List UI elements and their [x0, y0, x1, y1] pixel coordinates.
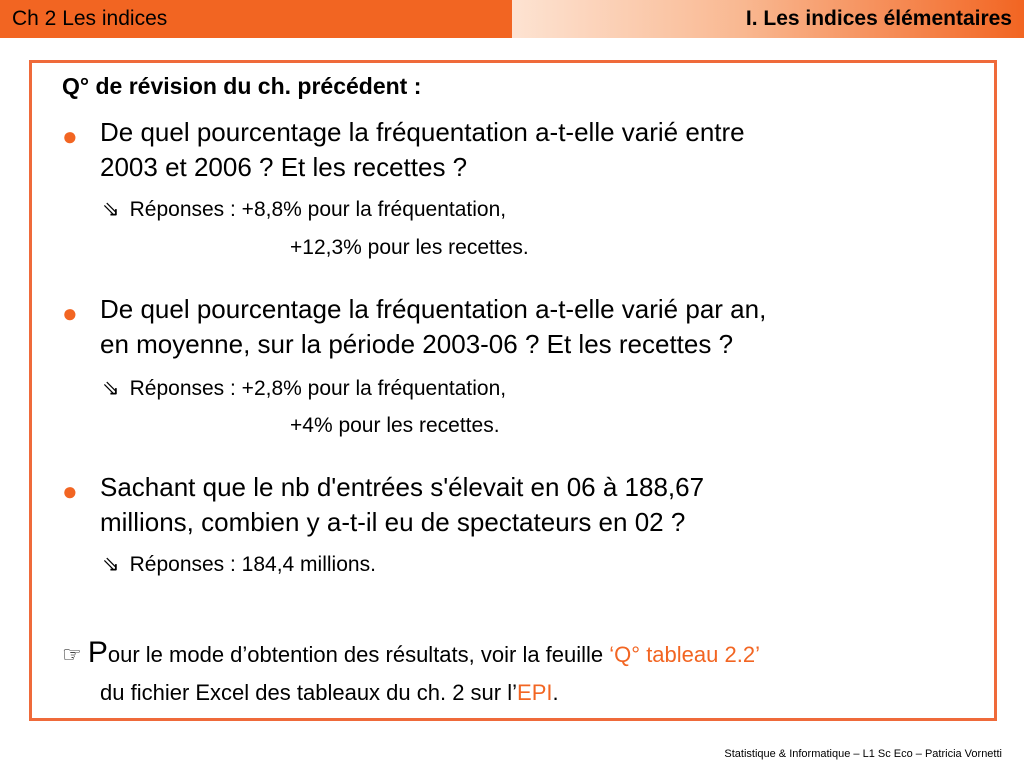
question-1-line-1: De quel pourcentage la fréquentation a-t-elle varié entre: [100, 117, 745, 147]
answer-1-line-2: +12,3% pour les recettes.: [290, 236, 529, 259]
answer-2-line-2: +4% pour les recettes.: [290, 414, 500, 437]
excel-note: [62, 634, 982, 712]
epi-link[interactable]: EPI: [517, 680, 553, 705]
question-1-line-2: 2003 et 2006 ? Et les recettes ?: [100, 152, 468, 182]
arrow-icon: ⇘: [102, 553, 120, 576]
question-3-line-2: millions, combien y a-t-il eu de spectateurs en 02 ?: [100, 507, 686, 537]
note-line-2: [62, 674, 982, 712]
pointing-hand-icon: ☞: [62, 642, 82, 667]
question-2-line-2: en moyenne, sur la période 2003-06 ? Et les recettes ?: [100, 329, 734, 359]
question-2-line-1: De quel pourcentage la fréquentation a-t-elle varié par an,: [100, 294, 767, 324]
question-3: [100, 470, 990, 540]
note-initial: P: [87, 636, 108, 669]
note-text-2: du fichier Excel des tableaux du ch. 2 sur l’: [100, 680, 518, 705]
bullet-icon: ●: [62, 476, 78, 506]
arrow-icon: ⇘: [102, 377, 120, 400]
note-end: .: [552, 680, 559, 705]
sheet-link[interactable]: ‘Q° tableau 2.2’: [609, 642, 760, 667]
section-title-header: I. Les indices élémentaires: [512, 0, 1024, 38]
bullet-icon: ●: [62, 121, 78, 151]
arrow-icon: ⇘: [102, 198, 120, 221]
slide-title: Q° de révision du ch. précédent :: [62, 73, 422, 99]
bullet-icon: ●: [62, 298, 78, 328]
note-text-1: our le mode d’obtention des résultats, voir la feuille: [107, 642, 610, 667]
question-2: [100, 292, 990, 362]
answer-2-line-1: ⇘ Réponses : +2,8% pour la fréquentation,: [102, 377, 507, 400]
answer-3-line-1: ⇘ Réponses : 184,4 millions.: [102, 553, 376, 576]
note-line-1: [62, 634, 982, 674]
question-1: [100, 115, 990, 185]
chapter-title: Ch 2 Les indices: [0, 0, 512, 38]
answer-1-line-1: ⇘ Réponses : +8,8% pour la fréquentation,: [102, 198, 507, 221]
footer-credit: Statistique & Informatique – L1 Sc Eco – Patricia Vornetti: [724, 748, 1002, 760]
question-3-line-1: Sachant que le nb d'entrées s'élevait en 06 à 188,67: [100, 472, 705, 502]
